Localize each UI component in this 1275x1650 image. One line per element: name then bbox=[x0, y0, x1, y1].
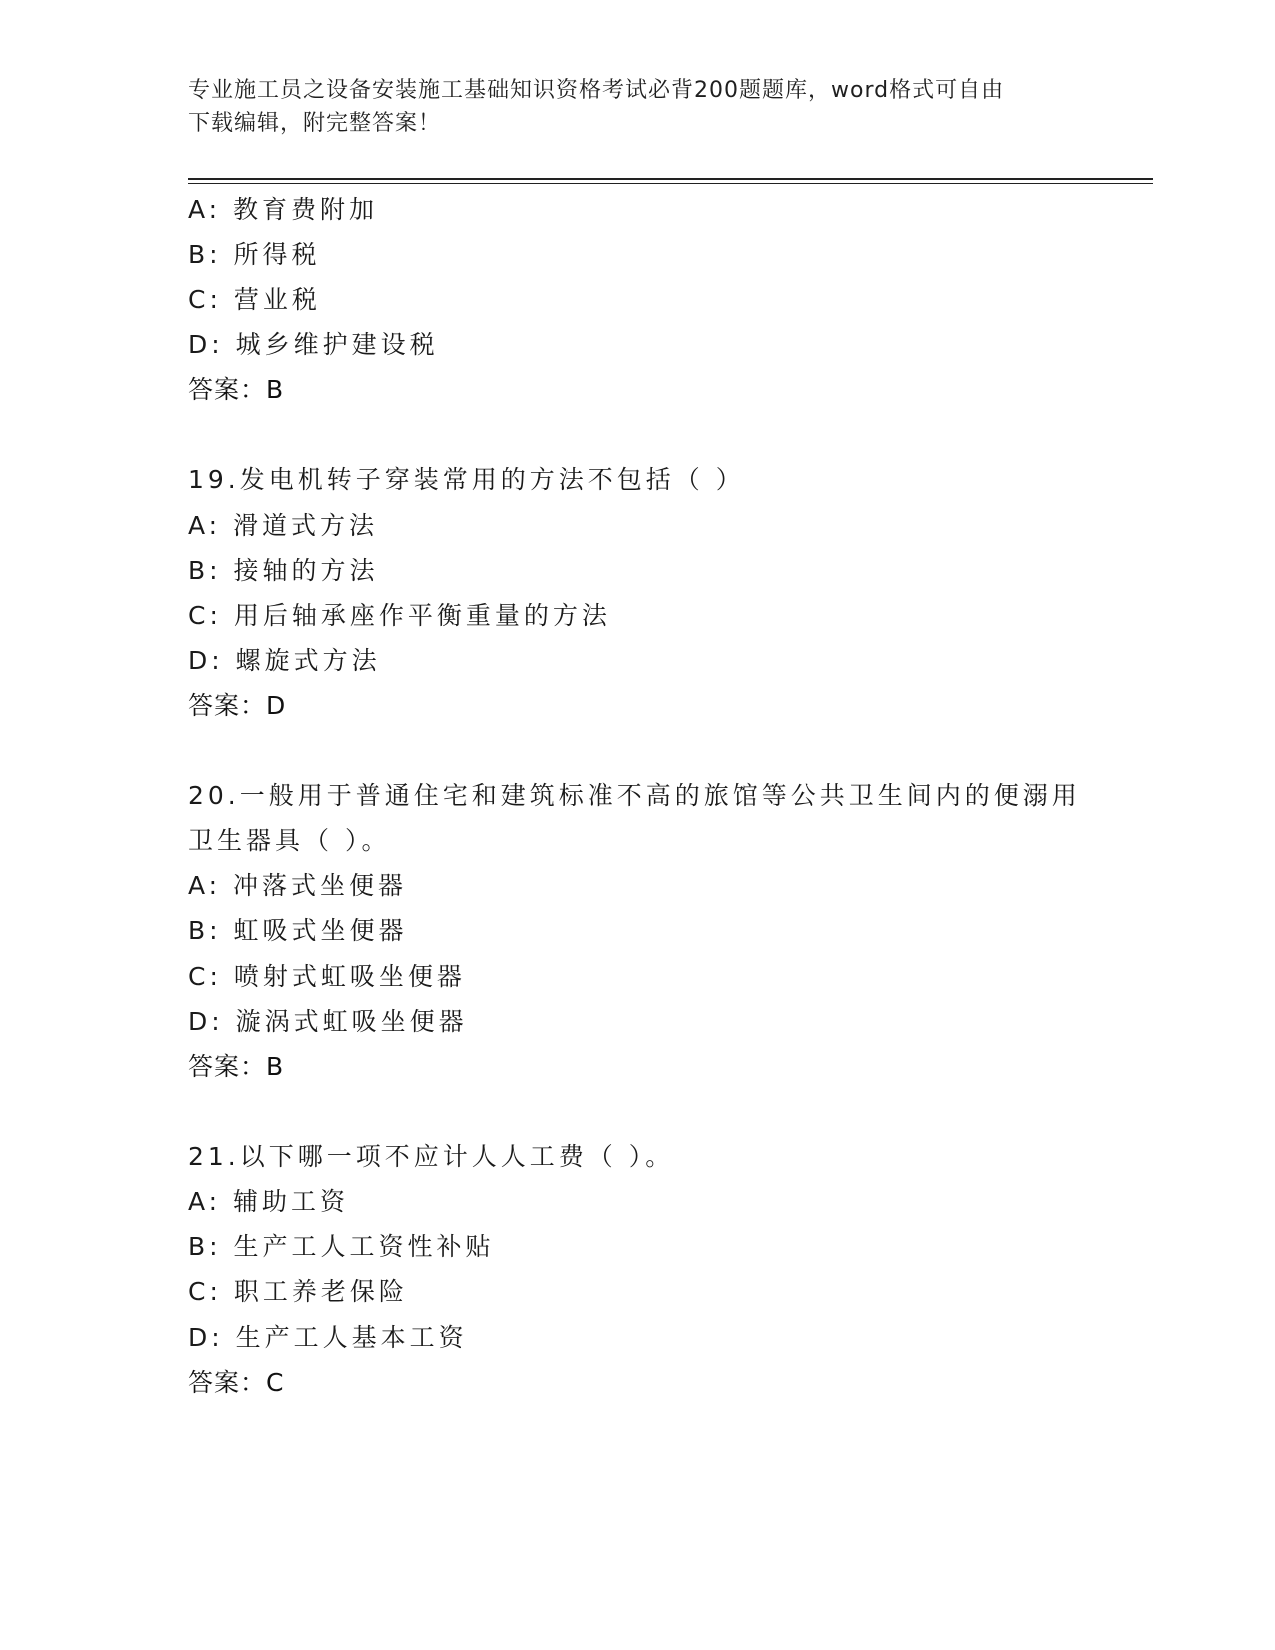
q19-option-a: A: 滑道式方法 bbox=[188, 511, 379, 540]
q18-option-d: D: 城乡维护建设税 bbox=[188, 330, 439, 359]
q18-option-a: A: 教育费附加 bbox=[188, 195, 379, 224]
q21-option-c: C: 职工养老保险 bbox=[188, 1277, 408, 1306]
header-line-1: 专业施工员之设备安装施工基础知识资格考试必背200题题库，word格式可自由 bbox=[188, 78, 1005, 103]
q21-answer: 答案：C bbox=[188, 1368, 285, 1397]
q20-option-d: D: 漩涡式虹吸坐便器 bbox=[188, 1007, 468, 1036]
q21-option-a: A: 辅助工资 bbox=[188, 1187, 350, 1216]
q19-option-d: D: 螺旋式方法 bbox=[188, 646, 381, 675]
q20-question-line-2: 卫生器具（ ）。 bbox=[188, 826, 391, 855]
q19-option-b: B: 接轴的方法 bbox=[188, 556, 379, 585]
q21-option-d: D: 生产工人基本工资 bbox=[188, 1323, 468, 1352]
header-line-2: 下载编辑，附完整答案！ bbox=[188, 111, 442, 136]
q19-question: 19.发电机转子穿装常用的方法不包括（ ） bbox=[188, 465, 745, 494]
q20-option-b: B: 虹吸式坐便器 bbox=[188, 916, 408, 945]
q19-answer: 答案：D bbox=[188, 691, 287, 720]
q18-option-c: C: 营业税 bbox=[188, 285, 321, 314]
q20-question-line-1: 20.一般用于普通住宅和建筑标准不高的旅馆等公共卫生间内的便溺用 bbox=[188, 781, 1081, 810]
q19-option-c: C: 用后轴承座作平衡重量的方法 bbox=[188, 601, 611, 630]
document-header bbox=[188, 74, 1088, 140]
q20-option-c: C: 喷射式虹吸坐便器 bbox=[188, 962, 466, 991]
header-divider-thin bbox=[188, 183, 1153, 184]
q21-question: 21.以下哪一项不应计人人工费（ ）。 bbox=[188, 1142, 675, 1171]
q18-option-b: B: 所得税 bbox=[188, 240, 321, 269]
q18-answer: 答案：B bbox=[188, 375, 285, 404]
header-divider-thick bbox=[188, 178, 1153, 180]
q21-option-b: B: 生产工人工资性补贴 bbox=[188, 1232, 495, 1261]
q20-answer: 答案：B bbox=[188, 1052, 285, 1081]
q20-option-a: A: 冲落式坐便器 bbox=[188, 871, 408, 900]
